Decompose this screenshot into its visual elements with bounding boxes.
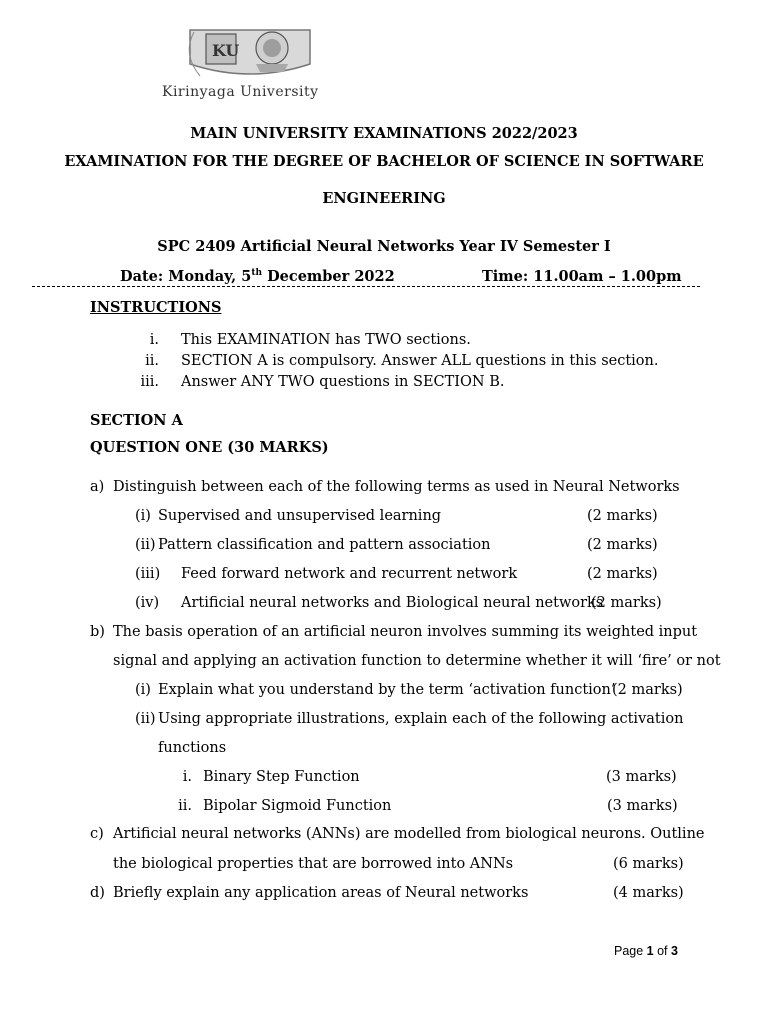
svg-text:KU: KU [212,41,240,60]
question-label: a) [90,479,105,495]
sub-question-num: (ii) [135,711,156,727]
sub-question-num: (i) [135,682,151,698]
instruction-num: ii. [145,353,159,369]
sub-question-num: (i) [135,508,151,524]
question-text-cont: the biological properties that are borrowed into ANNs [113,856,514,872]
instruction-item: SECTION A is compulsory. Answer ALL questions in this section. [181,353,659,369]
question-text: Artificial neural networks (ANNs) are modelled from biological neurons. Outline [113,826,705,842]
instruction-item: Answer ANY TWO questions in SECTION B. [181,374,505,390]
item-num: i. [182,769,192,785]
question-text: Briefly explain any application areas of Neural networks [113,885,529,901]
university-name: Kirinyaga University [162,84,319,100]
item-text: Binary Step Function [203,769,360,785]
marks: (2 marks) [591,595,662,611]
crest-icon [160,24,360,86]
marks: (2 marks) [587,508,658,524]
question-label: d) [90,885,105,901]
question-text: Distinguish between each of the following terms as used in Neural Networks [113,479,680,495]
instruction-num: i. [149,332,159,348]
course-title: SPC 2409 Artificial Neural Networks Year IV Semester I [157,238,611,255]
page-number: Page 1 of 3 [614,944,678,958]
marks: (2 marks) [587,537,658,553]
degree-title-cont: ENGINEERING [322,190,446,207]
divider [32,286,700,287]
question-label: b) [90,624,105,640]
marks: (3 marks) [606,769,677,785]
question-label: c) [90,826,104,842]
sub-question-text: Artificial neural networks and Biological neural networks [181,595,604,611]
question-text-cont: signal and applying an activation function to determine whether it will ‘fire’ or not [113,653,721,669]
sub-question-text: Supervised and unsupervised learning [158,508,442,524]
sub-question-text: Explain what you understand by the term ‘activation function’ [158,682,616,698]
degree-title: EXAMINATION FOR THE DEGREE OF BACHELOR OF SCIENCE IN SOFTWARE [64,153,704,170]
marks: (3 marks) [607,798,678,814]
sub-question-text-cont: functions [158,740,227,756]
instruction-num: iii. [140,374,159,390]
sub-question-num: (iii) [135,566,161,582]
sub-question-text: Using appropriate illustrations, explain each of the following activation [158,711,684,727]
instruction-item: This EXAMINATION has TWO sections. [181,332,471,348]
exam-time: Time: 11.00am – 1.00pm [482,268,682,285]
exam-date: Date: Monday, 5th December 2022 [120,268,395,285]
item-text: Bipolar Sigmoid Function [203,798,392,814]
sub-question-text: Pattern classification and pattern association [158,537,491,553]
marks: (4 marks) [613,885,684,901]
question-title: QUESTION ONE (30 MARKS) [90,439,329,456]
question-text: The basis operation of an artificial neuron involves summing its weighted input [113,624,698,640]
section-title: SECTION A [90,412,183,429]
sub-question-num: (iv) [135,595,160,611]
instructions-heading: INSTRUCTIONS [90,299,222,316]
exam-title: MAIN UNIVERSITY EXAMINATIONS 2022/2023 [190,125,578,142]
marks: (6 marks) [613,856,684,872]
marks: (2 marks) [587,566,658,582]
marks: (2 marks) [612,682,683,698]
item-num: ii. [178,798,192,814]
sub-question-num: (ii) [135,537,156,553]
sub-question-text: Feed forward network and recurrent network [181,566,518,582]
